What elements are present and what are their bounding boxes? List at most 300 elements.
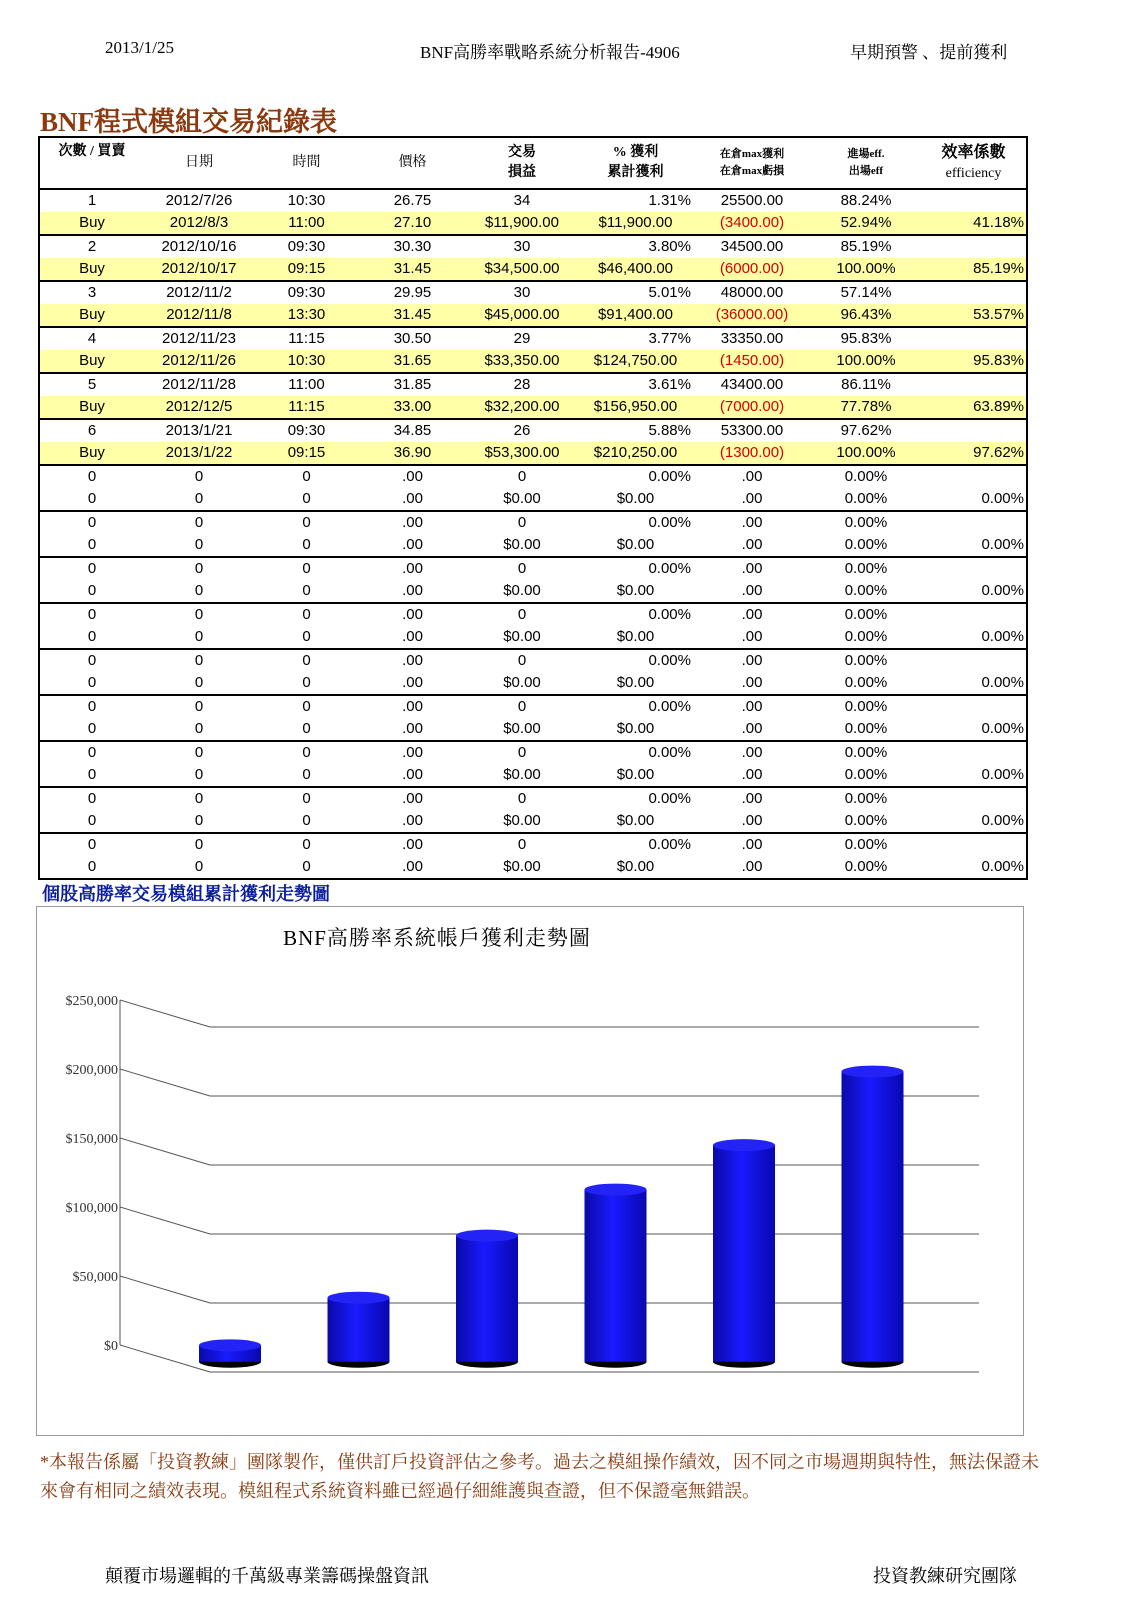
table-row [39,189,1027,212]
cell-eff: 57.14% [811,281,921,304]
cell-trade-pl: 30 [466,235,578,258]
cell-pct-profit: $0.00 [616,858,655,875]
cell-time: 0 [254,511,359,534]
cell-price: .00 [359,833,466,856]
cell-count-side: 0 [87,812,97,829]
bar-5 [713,1139,775,1368]
cell-coef [921,695,1027,718]
cell-count-side: 0 [87,858,97,875]
cell-price: .00 [359,695,466,718]
cell-date: 0 [144,649,254,672]
cell-max: .00 [693,557,811,580]
cell-time: 09:15 [254,442,359,465]
cell-date: 0 [144,511,254,534]
cell-trade-pl: $0.00 [503,628,541,645]
cell-time: 09:15 [254,258,359,281]
cell-date: 2013/1/22 [144,442,254,465]
cell-eff: 96.43% [811,304,921,327]
table-header-row [39,137,1027,189]
cell-price: 26.75 [393,192,432,209]
cell-count-side: 0 [87,766,97,783]
cell-eff: 0.00% [811,695,921,718]
cell-count-side: 0 [87,582,97,599]
bar-top [456,1230,518,1242]
cell-eff: 0.00% [844,674,888,691]
chart-title: BNF高勝率系統帳戶獲利走勢圖 [283,926,591,950]
cell-coef: 0.00% [981,536,1024,553]
cell-coef: 0.00% [981,858,1024,875]
cell-eff: 0.00% [844,858,888,875]
cell-count-side: 0 [87,628,97,645]
cell-time: 09:30 [254,235,359,258]
cell-pct-profit: $0.00 [616,766,655,783]
table-row [39,419,1027,442]
bar-top [328,1292,390,1304]
cell-coef: 0.00% [981,720,1024,737]
cell-coef [921,189,1027,212]
cell-max: 43400.00 [693,373,811,396]
table-row [39,511,1027,534]
cell-eff: 0.00% [811,787,921,810]
cell-max: .00 [693,511,811,534]
cell-max: .00 [741,536,763,553]
cell-eff: 0.00% [844,536,888,553]
cell-date: 0 [194,858,204,875]
table-row [39,764,1027,787]
cell-trade-pl: $11,900.00 [466,212,578,235]
cell-max: .00 [693,603,811,626]
cell-time: 0 [302,490,311,507]
table-row [39,327,1027,350]
footer-slogan: 顛覆市場邏輯的千萬級專業籌碼操盤資訊 [105,1566,429,1586]
cell-time: 0 [302,674,311,691]
cell-time: 11:15 [254,327,359,350]
cell-price: 27.10 [359,212,466,235]
col-coef-line2: efficiency [945,165,1002,181]
col-date: 日期 [144,137,254,189]
gridline-diag [120,1138,210,1165]
cell-max: .00 [693,465,811,488]
table-row [39,396,1027,419]
cell-trade-pl: 30 [466,281,578,304]
cell-price: .00 [402,628,423,645]
col-pct-profit-line2: 累計獲利 [607,165,664,180]
cell-trade-pl: $34,500.00 [466,258,578,281]
cell-trade-pl: 0 [466,787,578,810]
cell-trade-pl: $45,000.00 [466,304,578,327]
col-coef-line1: 效率係數 [941,143,1006,161]
cell-count-side: 0 [39,741,144,764]
cell-count-side: Buy [39,258,144,281]
cell-max: .00 [741,674,763,691]
cell-count-side: 0 [39,603,144,626]
cell-time: 0 [302,812,311,829]
cell-coef [921,557,1027,580]
bar-top [842,1066,904,1078]
table-row [39,833,1027,856]
cell-date: 0 [194,628,204,645]
cell-trade-pl: 0 [466,833,578,856]
y-tick-label: $0 [104,1339,118,1354]
cell-count-side: 2 [39,235,144,258]
cell-trade-pl: $33,350.00 [466,350,578,373]
cell-price: 33.00 [359,396,466,419]
cell-max: 53300.00 [693,419,811,442]
col-trade-pl-line1: 交易 [508,145,536,160]
y-tick-label: $150,000 [65,1132,118,1147]
cell-price: .00 [402,582,423,599]
col-max [693,137,811,189]
y-tick-label: $250,000 [65,994,118,1009]
cell-date: 0 [194,766,204,783]
bar-body [842,1072,904,1362]
bar-3 [456,1230,518,1368]
cell-count-side: 0 [39,465,144,488]
cell-date: 2012/11/2 [144,281,254,304]
cell-time: 0 [254,603,359,626]
cell-price: .00 [402,858,423,875]
table-row [39,281,1027,304]
table-row [39,626,1027,649]
cell-max: .00 [693,649,811,672]
col-eff-line2: 出場eff [848,165,884,177]
bar-body [328,1298,390,1362]
cell-eff: 97.62% [811,419,921,442]
cell-count-side: 0 [39,695,144,718]
cell-max: .00 [741,858,763,875]
cell-trade-pl: $0.00 [503,812,541,829]
bar-1 [199,1339,261,1367]
cell-max: .00 [693,695,811,718]
cell-eff: 0.00% [811,833,921,856]
cell-price: .00 [359,465,466,488]
cell-price: .00 [402,812,423,829]
cell-pct-profit: $0.00 [616,674,655,691]
cell-eff: 0.00% [811,741,921,764]
cell-price: .00 [359,511,466,534]
table-row [39,741,1027,764]
cell-pct-profit: $0.00 [616,582,655,599]
cell-eff: 0.00% [811,557,921,580]
cell-pct-profit: $0.00 [616,628,655,645]
cell-eff: 0.00% [844,812,888,829]
cell-pct-profit: $0.00 [616,490,655,507]
cell-date: 0 [194,490,204,507]
cell-count-side: 0 [87,720,97,737]
cell-date: 2012/11/28 [144,373,254,396]
cell-pct-profit: 3.77% [578,327,693,350]
col-eff [811,137,921,189]
cell-date: 0 [144,465,254,488]
col-trade-pl [466,137,578,189]
cell-price: 34.85 [359,419,466,442]
table-row [39,810,1027,833]
cell-trade-pl: $0.00 [503,766,541,783]
cell-count-side: Buy [39,212,144,235]
cell-pct-profit: 0.00% [578,741,693,764]
cell-count-side: Buy [39,304,144,327]
col-max-line2: 在倉max虧損 [719,165,785,177]
cell-pct-profit: 3.80% [578,235,693,258]
cell-max: (1450.00) [693,350,811,373]
table-row [39,672,1027,695]
cell-pct-profit: 0.00% [578,511,693,534]
cell-time: 0 [254,833,359,856]
col-coef [921,137,1027,189]
cell-count-side: 0 [87,674,97,691]
cell-time: 0 [302,766,311,783]
cell-price: .00 [359,603,466,626]
cell-max: 33350.00 [693,327,811,350]
col-trade-pl-line2: 損益 [508,165,536,180]
report-title: BNF高勝率戰略系統分析報告-4906 [420,43,680,62]
cell-coef [921,649,1027,672]
table-row [39,603,1027,626]
cell-coef: 41.18% [921,212,1027,235]
cell-pct-profit: 5.01% [578,281,693,304]
cell-time: 0 [302,858,311,875]
cell-pct-profit: $0.00 [616,720,655,737]
cell-coef: 0.00% [981,582,1024,599]
cell-pct-profit: $210,250.00 [578,442,693,465]
cell-trade-pl: $0.00 [503,674,541,691]
cell-eff: 0.00% [811,511,921,534]
cell-max: (1300.00) [693,442,811,465]
cell-trade-pl: 34 [513,192,531,209]
cell-trade-pl: 29 [466,327,578,350]
table-row [39,534,1027,557]
cell-eff: 85.19% [811,235,921,258]
col-eff-line1: 進場eff. [847,148,885,160]
cell-coef [921,603,1027,626]
cell-trade-pl: 0 [466,741,578,764]
table-row [39,718,1027,741]
col-pct-profit-line1: % 獲利 [612,145,659,160]
cell-pct-profit: 0.00% [578,649,693,672]
cell-trade-pl: $0.00 [503,536,541,553]
cell-time: 0 [254,741,359,764]
cell-time: 13:30 [254,304,359,327]
bar-body [456,1236,518,1362]
cell-coef [921,465,1027,488]
cell-eff: 0.00% [811,603,921,626]
cell-time: 0 [302,628,311,645]
cell-date: 0 [144,603,254,626]
cell-date: 2013/1/21 [144,419,254,442]
cell-coef: 0.00% [981,490,1024,507]
cell-time: 0 [254,787,359,810]
cell-pct-profit: $11,900.00 [578,212,693,235]
cell-pct-profit: $46,400.00 [578,258,693,281]
cell-trade-pl: $0.00 [503,490,541,507]
disclaimer: *本報告係屬「投資教練」團隊製作，僅供訂戶投資評估之參考。過去之模組操作績效，因不同之市場週期與特性，無法保證未來會有相同之績效表現。模組程式系統資料雖已經過仔細維護與查證，但不保證毫無錯誤。 [40,1452,1039,1501]
cell-count-side: 6 [39,419,144,442]
cell-eff: 0.00% [844,766,888,783]
cell-pct-profit: $0.00 [616,536,655,553]
cell-date: 0 [194,674,204,691]
chart-caption: 個股高勝率交易模組累計獲利走勢圖 [42,884,330,904]
cell-date: 2012/8/3 [144,212,254,235]
cell-date: 0 [144,741,254,764]
cell-pct-profit: $156,950.00 [578,396,693,419]
report-date: 2013/1/25 [105,38,174,57]
cell-time: 09:30 [254,419,359,442]
cell-max: (36000.00) [693,304,811,327]
cell-eff: 0.00% [811,465,921,488]
cell-pct-profit: 0.00% [578,465,693,488]
profit-chart [36,906,1024,1436]
cell-price: 29.95 [359,281,466,304]
cell-eff: 86.11% [811,373,921,396]
cell-coef: 97.62% [921,442,1027,465]
cell-pct-profit: $124,750.00 [578,350,693,373]
cell-max: .00 [741,720,763,737]
cell-date: 0 [194,812,204,829]
cell-coef: 0.00% [981,812,1024,829]
cell-date: 0 [194,536,204,553]
cell-coef [921,419,1027,442]
table-row [39,235,1027,258]
table-row [39,580,1027,603]
cell-count-side: 0 [39,557,144,580]
cell-coef [921,281,1027,304]
cell-max: .00 [741,628,763,645]
table-row [39,787,1027,810]
cell-price: 31.65 [359,350,466,373]
cell-time: 11:15 [254,396,359,419]
y-tick-label: $200,000 [65,1063,118,1078]
cell-pct-profit: 0.00% [578,787,693,810]
cell-eff: 0.00% [844,628,888,645]
cell-price: 31.45 [359,258,466,281]
cell-eff: 100.00% [811,442,921,465]
gridline-diag [120,1069,210,1096]
table-row [39,557,1027,580]
cell-time: 0 [254,695,359,718]
cell-count-side: 3 [39,281,144,304]
cell-coef [921,511,1027,534]
cell-max: (7000.00) [693,396,811,419]
cell-eff: 0.00% [844,582,888,599]
gridline-diag [120,1207,210,1234]
cell-price: .00 [402,720,423,737]
cell-price: 31.85 [359,373,466,396]
cell-time: 11:00 [254,373,359,396]
cell-eff: 0.00% [844,490,888,507]
table-row [39,304,1027,327]
cell-eff: 100.00% [811,350,921,373]
cell-eff: 0.00% [811,649,921,672]
col-max-line1: 在倉max獲利 [719,148,785,160]
cell-pct-profit: 0.00% [578,603,693,626]
cell-coef [921,235,1027,258]
cell-count-side: 5 [39,373,144,396]
cell-pct-profit: 0.00% [578,695,693,718]
cell-max: 25500.00 [720,192,784,209]
cell-price: .00 [359,557,466,580]
cell-trade-pl: $53,300.00 [466,442,578,465]
bar-top [713,1139,775,1151]
cell-count-side: 0 [39,511,144,534]
footer-team: 投資教練研究團隊 [873,1566,1017,1586]
cell-max: .00 [741,582,763,599]
trade-record-table [38,136,1028,880]
cell-date: 0 [144,557,254,580]
table-row [39,442,1027,465]
cell-eff: 52.94% [811,212,921,235]
cell-coef: 0.00% [981,766,1024,783]
cell-coef: 53.57% [921,304,1027,327]
cell-date: 2012/7/26 [165,192,233,209]
cell-price: .00 [402,674,423,691]
cell-coef: 63.89% [921,396,1027,419]
cell-trade-pl: 0 [466,511,578,534]
cell-pct-profit: 5.88% [578,419,693,442]
cell-eff: 88.24% [840,192,892,209]
cell-date: 2012/10/17 [144,258,254,281]
cell-trade-pl: 0 [466,603,578,626]
cell-pct-profit: 1.31% [648,192,691,209]
bar-top [585,1184,647,1196]
bar-body [713,1145,775,1362]
cell-trade-pl: $32,200.00 [466,396,578,419]
table-row [39,649,1027,672]
cell-max: .00 [741,766,763,783]
col-time: 時間 [254,137,359,189]
cell-trade-pl: 0 [466,695,578,718]
cell-count-side: Buy [39,442,144,465]
cell-max: .00 [741,812,763,829]
cell-count-side: 0 [87,490,97,507]
cell-date: 0 [144,695,254,718]
cell-price: .00 [359,649,466,672]
col-count-side: 次數 / 買賣 [39,137,144,189]
cell-count-side: 0 [87,536,97,553]
profit-chart-svg [37,907,1023,1435]
cell-coef [921,741,1027,764]
cell-count-side: 4 [39,327,144,350]
gridline-diag [120,1000,210,1027]
table-row [39,258,1027,281]
cell-eff: 77.78% [811,396,921,419]
cell-pct-profit: 0.00% [578,557,693,580]
cell-time: 0 [302,720,311,737]
cell-date: 0 [194,720,204,737]
gridline-diag [120,1345,210,1372]
cell-price: 31.45 [359,304,466,327]
cell-trade-pl: $0.00 [503,858,541,875]
cell-trade-pl: $0.00 [503,582,541,599]
cell-pct-profit: $0.00 [616,812,655,829]
cell-max: (6000.00) [693,258,811,281]
cell-coef [921,833,1027,856]
cell-price: 36.90 [359,442,466,465]
chart-y-ticks [66,994,119,1354]
cell-date: 2012/11/8 [144,304,254,327]
cell-pct-profit: $91,400.00 [578,304,693,327]
cell-max: (3400.00) [693,212,811,235]
cell-trade-pl: 26 [466,419,578,442]
cell-date: 2012/10/16 [144,235,254,258]
cell-count-side: 0 [39,787,144,810]
cell-date: 2012/12/5 [144,396,254,419]
cell-eff: 100.00% [811,258,921,281]
cell-date: 2012/11/26 [144,350,254,373]
bar-6 [842,1066,904,1368]
cell-time: 0 [254,557,359,580]
bar-body [585,1190,647,1362]
cell-coef [921,787,1027,810]
